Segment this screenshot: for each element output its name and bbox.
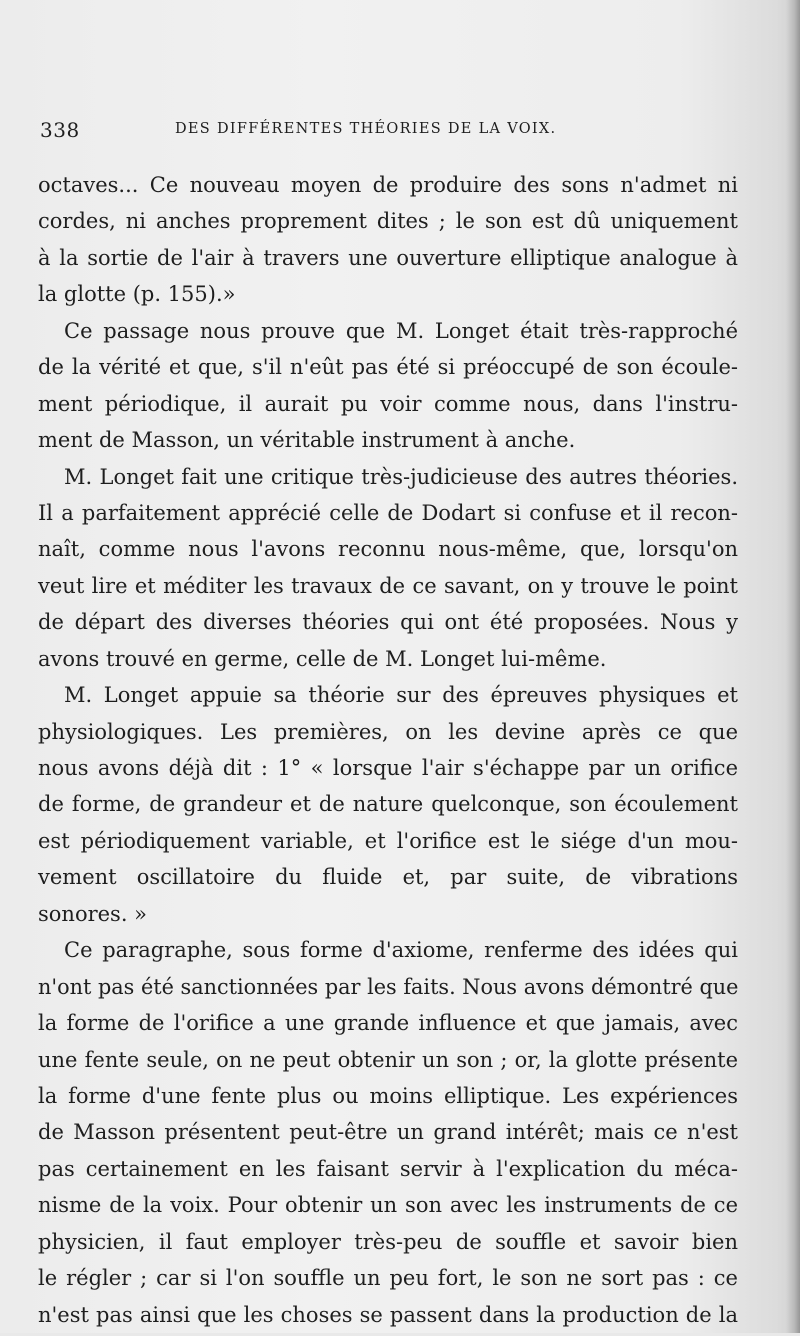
text-line: naît, comme nous l'avons reconnu nous-même, que, lorsqu'on: [38, 537, 738, 562]
body-text: [38, 170, 738, 1336]
text-line: n'ont pas été sanctionnées par les faits. Nous avons démontré que: [38, 974, 739, 999]
text-line: ment périodique, il aurait pu voir comme nous, dans l'instru-: [38, 391, 738, 416]
text-line: Il a parfaitement apprécié celle de Dodart si confuse et il recon-: [38, 500, 738, 525]
text-line: le régler ; car si l'on souffle un peu fort, le son ne sort pas : ce: [38, 1266, 738, 1291]
text-line: M. Longet appuie sa théorie sur des épreuves physiques et: [64, 683, 738, 708]
text-line: veut lire et méditer les travaux de ce savant, on y trouve le point: [38, 573, 738, 598]
text-line: de Masson présentent peut-être un grand intérêt; mais ce n'est: [38, 1120, 738, 1145]
text-line: de la vérité et que, s'il n'eût pas été si préoccupé de son écoule-: [38, 355, 738, 380]
page-edge-shadow: [786, 0, 800, 1333]
page-number: 338: [40, 118, 80, 142]
text-line: de départ des diverses théories qui ont été proposées. Nous y: [38, 610, 738, 635]
text-line: nisme de la voix. Pour obtenir un son avec les instruments de ce: [38, 1193, 738, 1218]
text-line: n'est pas ainsi que les choses se passent dans la production de la: [38, 1302, 738, 1327]
text-line: physicien, il faut employer très-peu de souffle et savoir bien: [38, 1229, 738, 1254]
text-line: pas certainement en les faisant servir à l'explication du méca-: [38, 1156, 738, 1181]
text-line: une fente seule, on ne peut obtenir un son ; or, la glotte présente: [38, 1047, 738, 1072]
text-line: physiologiques. Les premières, on les devine après ce que: [38, 719, 738, 744]
text-line: nous avons déjà dit : 1° « lorsque l'air s'échappe par un orifice: [38, 756, 738, 780]
text-line: la forme de l'orifice a une grande influence et que jamais, avec: [38, 1011, 738, 1036]
text-line: cordes, ni anches proprement dites ; le son est dû uniquement: [38, 209, 738, 234]
page-header: [40, 118, 740, 148]
text-line: Ce paragraphe, sous forme d'axiome, renferme des idées qui: [64, 938, 738, 963]
text-line: avons trouvé en germe, celle de M. Longet lui-même.: [38, 646, 607, 671]
text-line: de forme, de grandeur et de nature quelconque, son écoulement: [38, 792, 738, 817]
text-line: octaves... Ce nouveau moyen de produire des sons n'admet ni: [38, 173, 738, 197]
text-line: sonores. »: [38, 901, 148, 926]
text-line: à la sortie de l'air à travers une ouverture elliptique analogue à: [38, 245, 738, 270]
text-line: vement oscillatoire du fluide et, par suite, de vibrations: [38, 865, 738, 890]
running-title: DES DIFFÉRENTES THÉORIES DE LA VOIX.: [175, 121, 557, 137]
text-line: ment de Masson, un véritable instrument à anche.: [38, 428, 576, 453]
text-line: la glotte (p. 155).»: [38, 282, 236, 307]
text-line: Ce passage nous prouve que M. Longet était très-rapproché: [64, 318, 738, 343]
text-line: M. Longet fait une critique très-judicieuse des autres théories.: [64, 464, 738, 489]
text-line: la forme d'une fente plus ou moins elliptique. Les expériences: [38, 1083, 738, 1108]
text-line: est périodiquement variable, et l'orifice est le siége d'un mou-: [38, 828, 738, 853]
